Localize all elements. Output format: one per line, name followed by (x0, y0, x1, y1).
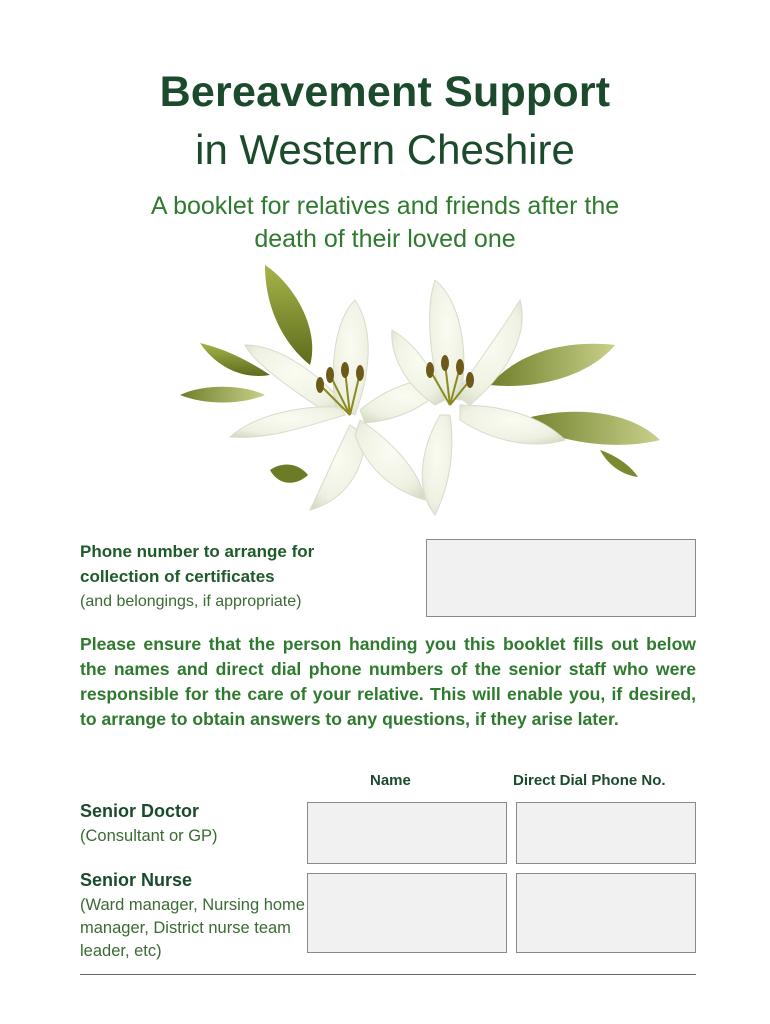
phone-label-note: (and belongings, if appropriate) (80, 593, 302, 610)
senior-nurse-label (80, 869, 305, 963)
column-header-name: Name (370, 772, 411, 789)
senior-doctor-title: Senior Doctor (80, 801, 200, 821)
phone-number-field[interactable] (426, 539, 696, 617)
instructions-paragraph: Please ensure that the person handing you this booklet fills out below the names and direct dial phone numbers of the senior staff who were responsible for the care of your relative. This will enable you, if desired, to arrange to obtain answers to any questions, if they arise later. (80, 634, 696, 729)
senior-nurse-name-field[interactable] (307, 873, 507, 953)
phone-label-line1: Phone number to arrange for (80, 542, 315, 561)
senior-doctor-note: (Consultant or GP) (80, 827, 218, 845)
phone-section-label (80, 539, 410, 614)
senior-doctor-phone-field[interactable] (516, 802, 696, 864)
bottom-divider (80, 974, 696, 975)
senior-doctor-label (80, 800, 305, 848)
senior-doctor-name-field[interactable] (307, 802, 507, 864)
page-title: Bereavement Support (159, 68, 611, 116)
page-subtitle: A booklet for relatives and friends after the death of their loved one (150, 192, 620, 253)
page-title-line2: in Western Cheshire (195, 126, 575, 173)
senior-nurse-phone-field[interactable] (516, 873, 696, 953)
senior-nurse-title: Senior Nurse (80, 870, 193, 890)
column-header-phone: Direct Dial Phone No. (513, 772, 666, 789)
senior-nurse-note: (Ward manager, Nursing home manager, District nurse team leader, etc) (80, 896, 305, 960)
phone-label-line2: collection of certificates (80, 567, 275, 586)
white-lily-flowers-icon (160, 255, 680, 535)
